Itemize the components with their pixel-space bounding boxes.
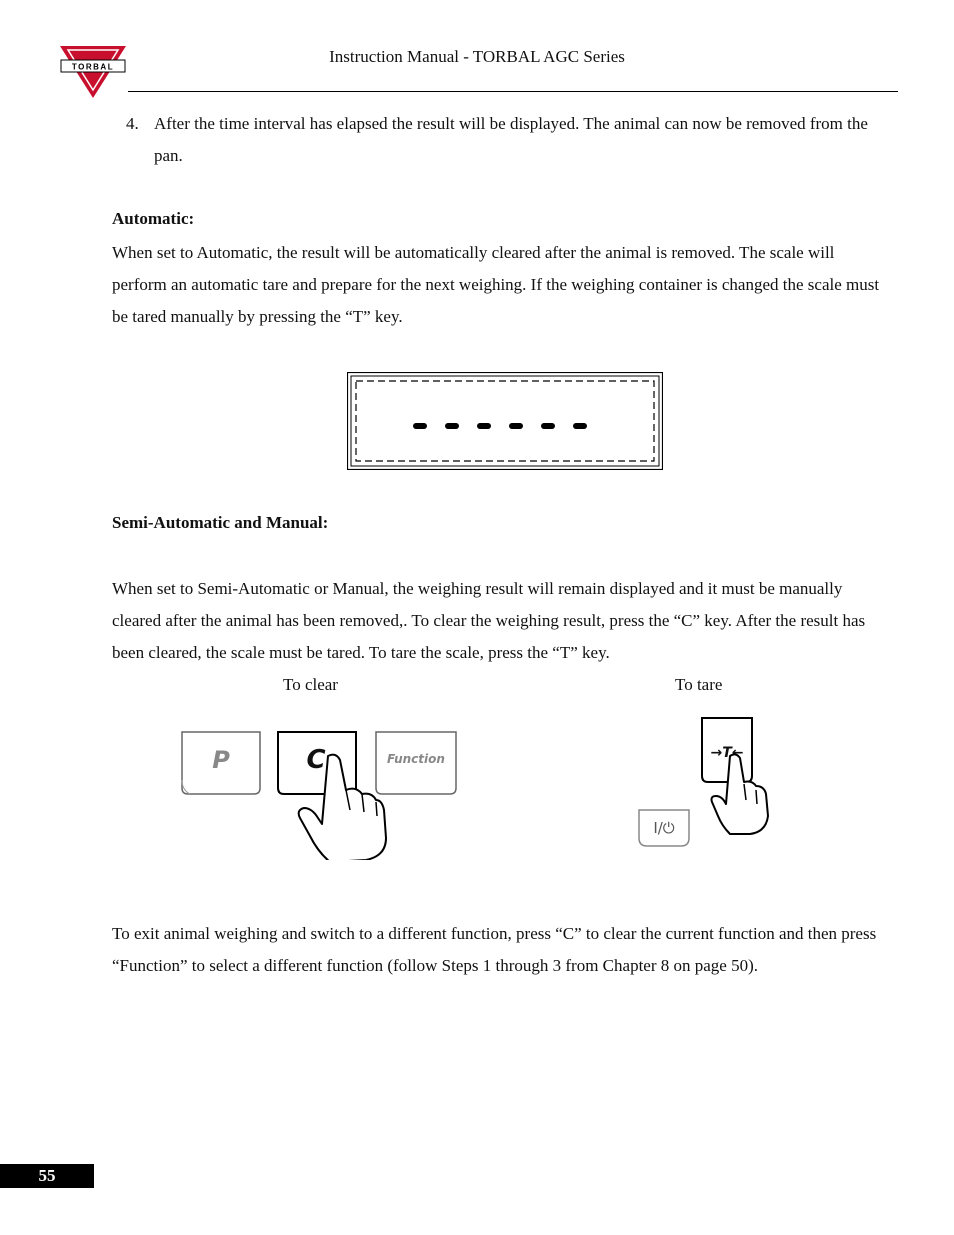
tare-key-label: →T← [710, 745, 744, 761]
header-title: Instruction Manual - TORBAL AGC Series [329, 47, 625, 66]
display-dash [541, 423, 555, 429]
power-key[interactable] [639, 810, 689, 846]
step-number: 4. [126, 114, 139, 133]
automatic-paragraph: When set to Automatic, the result will be automatically cleared after the animal is removed. The scale will perform an automatic tare and prepare for the next weighing. If the weighing container is changed the scale must be tared manually by pressing the “T” key. [112, 243, 880, 326]
tare-caption: To tare [675, 675, 723, 694]
semi-paragraph: When set to Semi-Automatic or Manual, the weighing result will remain displayed and it must be manually cleared after the animal has been removed,. To clear the weighing result, press the “C” key. After the result has been cleared, the scale must be tared. To tare the scale, press the “T” key. [112, 579, 866, 662]
header-divider [128, 91, 898, 92]
automatic-heading: Automatic: [112, 209, 195, 228]
clear-caption: To clear [283, 675, 338, 694]
p-key[interactable] [182, 732, 260, 794]
display-dash [573, 423, 587, 429]
display-dash [509, 423, 523, 429]
exit-paragraph: To exit animal weighing and switch to a different function, press “C” to clear the current function and then press “Function” to select a different function (follow Steps 1 through 3 from Chapter 8 on page 50). [112, 924, 877, 975]
function-key-label: Function [387, 752, 445, 766]
power-key-label: I/⏻ [653, 819, 675, 837]
semi-heading: Semi-Automatic and Manual: [112, 513, 329, 532]
p-key-label: P [212, 746, 230, 774]
function-key[interactable] [376, 732, 456, 794]
clear-keys-illustration [176, 726, 466, 860]
display-dashes [413, 423, 587, 429]
display-dash [477, 423, 491, 429]
display-dash [413, 423, 427, 429]
page-number: 55 [0, 1164, 94, 1188]
c-key-label: C [306, 745, 326, 775]
step-text: After the time interval has elapsed the result will be displayed. The animal can now be removed from the pan. [154, 114, 868, 165]
scale-display [347, 372, 663, 470]
tare-key[interactable] [702, 718, 752, 782]
logo-text: TORBAL [71, 62, 115, 72]
tare-keys-illustration [636, 714, 770, 850]
display-dash [445, 423, 459, 429]
